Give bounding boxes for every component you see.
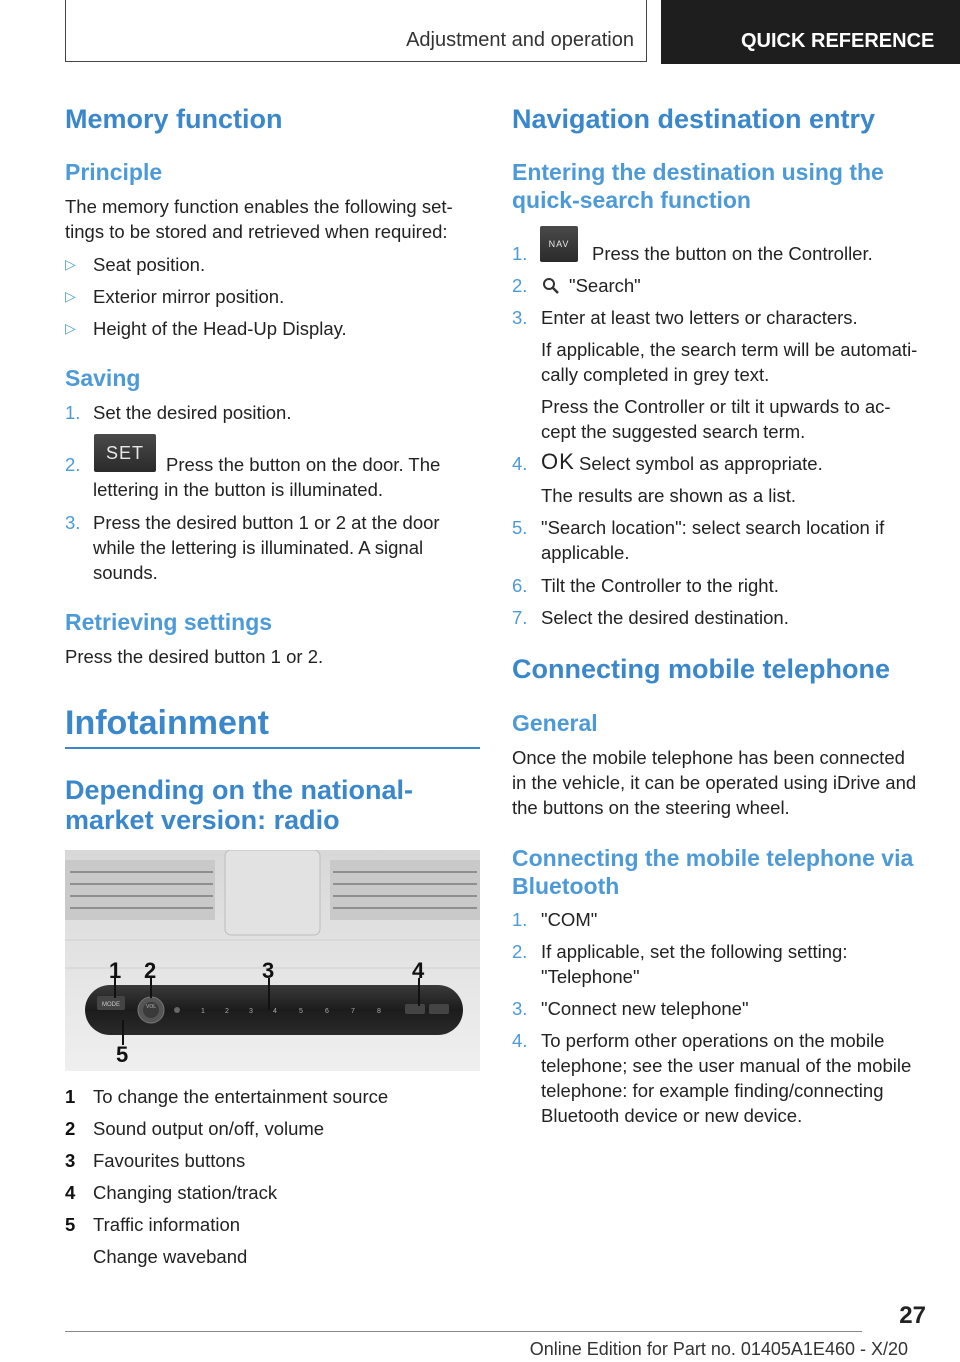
- step-number: 2.: [512, 275, 528, 296]
- footer-divider: [65, 1331, 862, 1332]
- set-button-icon: SET: [94, 434, 156, 472]
- saving-step-text: lettering in the button is illuminated.: [93, 479, 384, 500]
- legend-number: 2: [65, 1118, 76, 1139]
- legend-number: 4: [65, 1182, 76, 1203]
- nav-button-icon: NAV: [540, 226, 578, 262]
- infotainment-heading: Infotainment: [65, 704, 269, 742]
- radio-panel-image: [65, 850, 480, 1071]
- legend-text: Favourites buttons: [93, 1150, 246, 1171]
- retrieving-heading: Retrieving settings: [65, 609, 273, 635]
- principle-item: Height of the Head-Up Display.: [93, 318, 347, 339]
- legend-text: Sound output on/off, volume: [93, 1118, 325, 1139]
- general-text-line: the buttons on the steering wheel.: [512, 797, 790, 818]
- step-number: 7.: [512, 607, 528, 628]
- bullet-triangle-icon: ▷: [65, 320, 76, 336]
- principle-heading: Principle: [65, 159, 163, 185]
- general-heading: General: [512, 710, 598, 736]
- bt-step-text: Bluetooth device or new device.: [541, 1105, 803, 1126]
- radio-heading-line-2: market version: radio: [65, 805, 340, 835]
- bt-step-text: "Telephone": [541, 966, 640, 987]
- step-number: 3.: [512, 307, 528, 328]
- svg-text:6: 6: [325, 1008, 329, 1015]
- section-divider: [65, 747, 480, 749]
- nav-step-extra: cept the suggested search term.: [541, 421, 806, 442]
- svg-text:8: 8: [377, 1008, 381, 1015]
- header-section-box: [65, 0, 647, 62]
- nav-step-extra: Press the Controller or tilt it upwards to ac‐: [541, 396, 891, 417]
- header-tab-label: QUICK REFERENCE: [741, 30, 935, 52]
- page-number: 27: [899, 1302, 926, 1329]
- step-number: 6.: [512, 575, 528, 596]
- nav-step-extra: cally completed in grey text.: [541, 364, 770, 385]
- legend-text: To change the entertainment source: [93, 1086, 389, 1107]
- nav-step-text: Select the desired destination.: [541, 607, 789, 628]
- principle-item: Seat position.: [93, 254, 206, 275]
- quick-search-heading-line-2: quick-search function: [512, 187, 751, 213]
- principle-item: Exterior mirror position.: [93, 286, 285, 307]
- nav-step-text: Enter at least two letters or characters.: [541, 307, 858, 328]
- bluetooth-heading-line-2: Bluetooth: [512, 873, 620, 899]
- bt-step-text: telephone: for example finding/connecting: [541, 1080, 884, 1101]
- principle-text-line-1: The memory function enables the following set‐: [65, 196, 453, 217]
- svg-text:7: 7: [351, 1008, 355, 1015]
- step-number: 5.: [512, 517, 528, 538]
- svg-text:5: 5: [299, 1008, 303, 1015]
- saving-step-text: Press the button on the door. The: [166, 454, 441, 475]
- step-number: 1.: [512, 909, 528, 930]
- general-text-line: Once the mobile telephone has been connected: [512, 747, 905, 768]
- nav-step-text: applicable.: [541, 542, 630, 563]
- svg-text:3: 3: [249, 1008, 253, 1015]
- svg-text:VOL: VOL: [145, 1004, 157, 1010]
- callout-3: 3: [262, 958, 275, 983]
- principle-text-line-2: tings to be stored and retrieved when required:: [65, 221, 448, 242]
- step-number: 1.: [65, 402, 81, 423]
- nav-step-text: Select symbol as appropriate.: [579, 453, 823, 474]
- callout-1: 1: [109, 958, 122, 983]
- search-icon: [542, 277, 560, 295]
- bt-step-text: "Connect new telephone": [541, 998, 749, 1019]
- svg-text:MODE: MODE: [102, 1002, 120, 1008]
- bullet-triangle-icon: ▷: [65, 256, 76, 272]
- footer-edition[interactable]: Online Edition for Part no. 01405A1E460 - X/20: [529, 1339, 908, 1359]
- saving-step-text: sounds.: [93, 562, 158, 583]
- legend-text: Traffic information: [93, 1214, 241, 1235]
- nav-step-text: "Search": [569, 275, 641, 296]
- quick-search-heading-line-1: Entering the destination using the: [512, 159, 884, 185]
- legend-extra-text: Change waveband: [93, 1246, 248, 1267]
- legend-number: 5: [65, 1214, 76, 1235]
- bt-step-text: telephone; see the user manual of the mobile: [541, 1055, 912, 1076]
- step-number: 2.: [65, 454, 81, 475]
- step-number: 2.: [512, 941, 528, 962]
- svg-text:2: 2: [225, 1008, 229, 1015]
- memory-function-heading: Memory function: [65, 104, 283, 134]
- step-number: 3.: [65, 512, 81, 533]
- svg-text:1: 1: [201, 1008, 205, 1015]
- step-number: 1.: [512, 243, 528, 264]
- nav-step-text: Tilt the Controller to the right.: [541, 575, 779, 596]
- callout-2: 2: [144, 958, 157, 983]
- radio-heading-line-1: Depending on the national-: [65, 775, 413, 805]
- svg-text:4: 4: [273, 1008, 277, 1015]
- bt-step-text: To perform other operations on the mobile: [541, 1030, 885, 1051]
- callout-4: 4: [412, 958, 425, 983]
- bt-step-text: If applicable, set the following setting:: [541, 941, 848, 962]
- callout-5: 5: [116, 1042, 129, 1067]
- saving-step-text: Set the desired position.: [93, 402, 292, 423]
- retrieving-text: Press the desired button 1 or 2.: [65, 646, 324, 667]
- radio-illustration: [65, 850, 480, 1071]
- bullet-triangle-icon: ▷: [65, 288, 76, 304]
- step-number: 4.: [512, 453, 528, 474]
- nav-step-extra: The results are shown as a list.: [541, 485, 796, 506]
- phone-heading: Connecting mobile telephone: [512, 654, 891, 684]
- legend-number: 1: [65, 1086, 76, 1107]
- nav-step-text: Press the button on the Controller.: [592, 243, 873, 264]
- legend-number: 3: [65, 1150, 76, 1171]
- ok-symbol-icon: OK: [541, 449, 575, 474]
- legend-text: Changing station/track: [93, 1182, 278, 1203]
- bt-step-text: "COM": [541, 909, 598, 930]
- header-section-title: Adjustment and operation: [406, 29, 634, 51]
- step-number: 4.: [512, 1030, 528, 1051]
- saving-heading: Saving: [65, 365, 141, 391]
- saving-step-text: while the lettering is illuminated. A signal: [93, 537, 424, 558]
- nav-step-text: "Search location": select search location if: [541, 517, 885, 538]
- bluetooth-heading-line-1: Connecting the mobile telephone via: [512, 845, 914, 871]
- nav-step-extra: If applicable, the search term will be automati‐: [541, 339, 918, 360]
- header-tab[interactable]: [661, 0, 960, 64]
- general-text-line: in the vehicle, it can be operated using iDrive and: [512, 772, 917, 793]
- saving-step-text: Press the desired button 1 or 2 at the door: [93, 512, 440, 533]
- step-number: 3.: [512, 998, 528, 1019]
- navigation-heading: Navigation destination entry: [512, 104, 876, 134]
